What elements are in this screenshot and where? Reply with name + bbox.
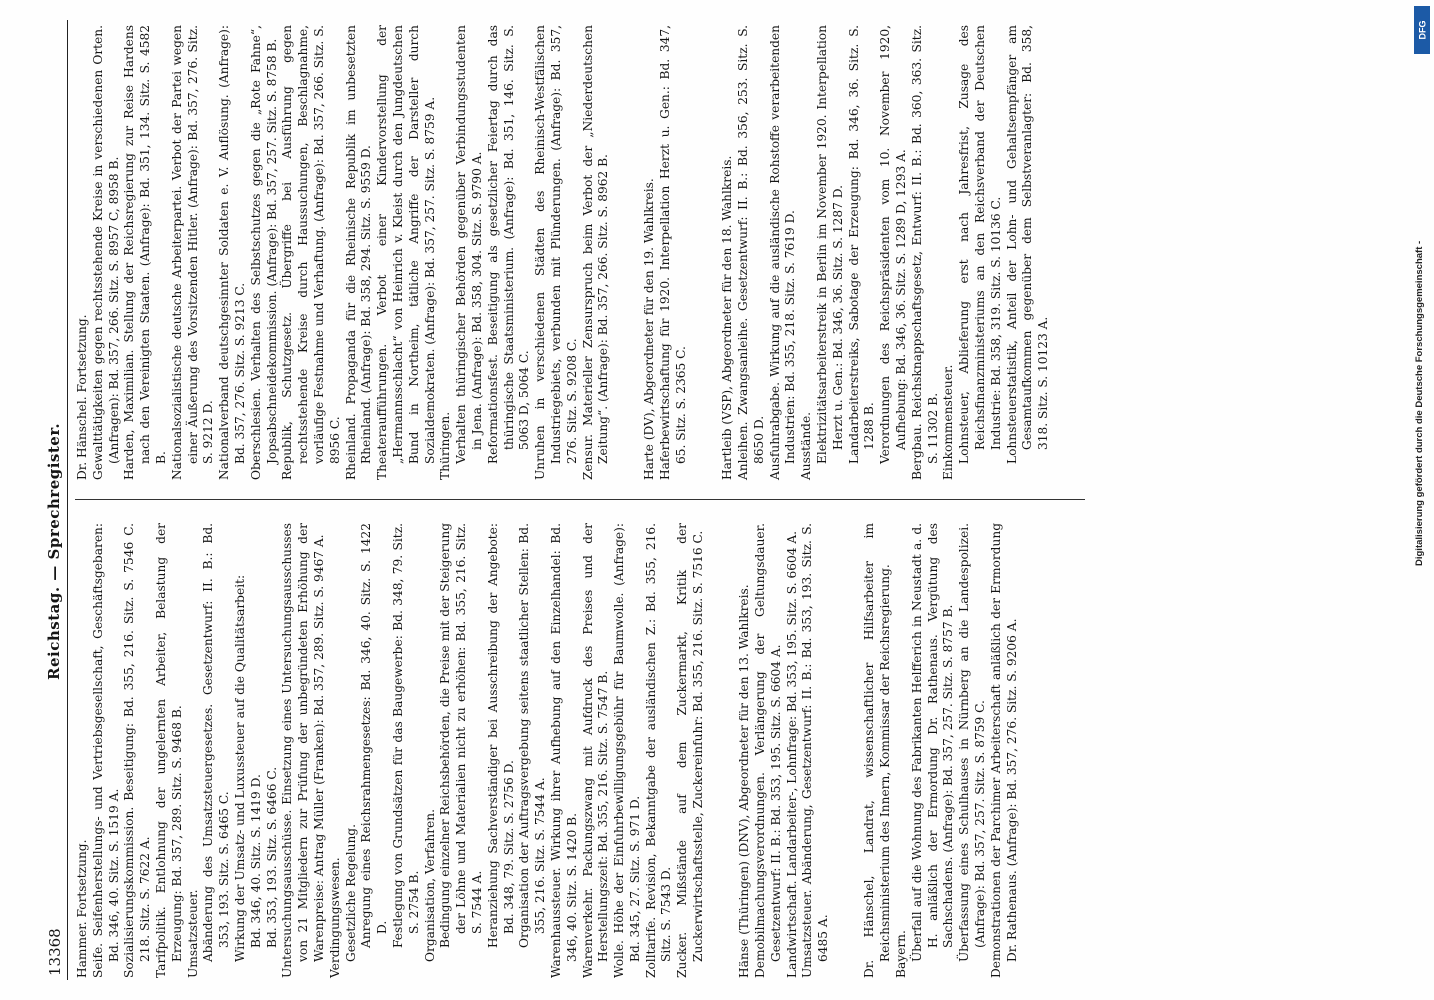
register-entry: Dr. Hänschel. Fortsetzung. [75,314,89,480]
register-entry: Hartleib (VSP), Abgeordneter für den 18. Wahlkreis. [720,155,735,480]
register-entry: Wirkung der Umsatz- und Luxussteuer auf die Qualitätsarbeit: [232,574,247,962]
digitization-stamp [1414,6,1432,566]
register-entry: Bayern. [894,930,908,978]
register-entry: Zensur. Materieller Zensurspruch beim Verbot der „Niederdeutschen Zeitung“. (Anfrage): Bd. 357, 266. Sitz. S. 8962 B. [580,25,611,480]
entry-spacer [624,25,630,480]
register-entry: Sozialisierungskommission. Beseitigung: Bd. 355, 216. Sitz. S. 7546 C. 218. Sitz. S. 7622 A. [122,523,153,978]
register-entry: Bd. 353, 193. Sitz. S. 6466 C. [264,766,279,948]
register-entry: Oberschlesien. Verhalten des Selbstschutzes gegen die „Rote Fahne“, Jopsabschneidekommission. (Anfrage): Bd. 357, 257. Sitz. S. 8758 B. [248,25,279,480]
stamp-text: Digitalisierung gefördert durch die Deutsche Forschungsgemeinschaft - [1414,240,1425,566]
register-entry: Reformationsfest. Beseitigung als gesetzlicher Feiertag durch das thüringische Staatsministerium. (Anfrage): Bd. 351, 146. Sitz. S. 5063 D, 5064 C. [485,25,532,464]
register-entry: Festlegung von Grundsätzen für das Baugewerbe: Bd. 348, 79. Sitz. S. 2754 B. [390,523,421,948]
register-entry: Umsatzsteuer. Abänderung, Gesetzentwurf: II. B.: Bd. 353, 193. Sitz. S. 6485 A. [800,523,831,978]
left-column [75,523,1020,978]
register-entry: Nationalsozialistische deutsche Arbeiterpartei. Verbot der Partei wegen einer Äußerung des Vorsitzenden Hitler. (Anfrage): Bd. 357, 276. Sitz. S. 9212 D. [169,25,216,480]
register-entry: Harte (DV), Abgeordneter für den 19. Wahlkreis. [642,178,657,480]
register-entry: Landarbeiterstreiks, Sabotage der Erzeugung: Bd. 346, 36. Sitz. S. 1288 B. [846,25,877,464]
column-divider [75,499,1085,500]
register-entry: Rheinland. Propaganda für die Rheinische Republik im unbesetzten Rheinland. (Anfrage): Bd. 358, 294. Sitz. S. 9559 D. [343,25,374,480]
running-title: Reichstag. — Sprechregister. [45,422,63,680]
register-entry: Gewalttätigkeiten gegen rechtsstehende Kreise in verschiedenen Orten. (Anfragen): Bd. 357, 266. Sitz. S. 8957 C, 8958 B. [90,25,121,480]
register-entry: Nationalverband deutschgesinnter Soldaten e. V. Auflösung. (Anfrage): Bd. 357, 276. Sitz. S. 9213 C. [217,25,247,480]
register-entry: Einkommensteuer. [941,364,956,480]
register-entry: Hammer. Fortsetzung. [75,839,89,978]
register-entry: Hänse (Thüringen) (DNV), Abgeordneter für den 13. Wahlkreis. [737,584,752,978]
right-column [75,25,1052,480]
entry-spacer [844,523,850,978]
register-entry: Warenhaussteuer. Wirkung ihrer Aufhebung auf den Einzelhandel: Bd. 346, 40. Sitz. S. 1420 B. [548,523,579,978]
register-entry: Landwirtschaft. Landarbeiter-, Lohnfrage: Bd. 353, 195. Sitz. S. 6604 A. [784,530,799,978]
rotated-page-content [45,20,1395,980]
register-entry: Unruhen in verschiedenen Städten des Rheinisch-Westfälischen Industriegebiets, verbunden mit Plünderungen. (Anfrage): Bd. 357, 276. Sitz. S. 9208 C. [533,25,579,480]
register-entry: Demonstrationen der Parchimer Arbeiterschaft anläßlich der Ermordung Dr. Rathenaus. (Anfrage): Bd. 357, 276. Sitz. S. 9206 A. [988,523,1019,978]
register-entry: Heranziehung Sachverständiger bei Ausschreibung der Angebote: Bd. 348, 79. Sitz. S. 2756 D. [485,523,516,948]
register-entry: Theateraufführungen. Verbot einer Kindervorstellung der „Hermannsschlacht“ von Heinrich v. Kleist durch den Jungdeutschen Bund in Northeim, tätliche Angriffe der Darsteller durch Sozialdemokraten. (Anfrage): Bd. 357, 257. Sitz. S. 8759 A. [375,25,437,480]
register-entry: Organisation, Verfahren. [422,809,437,962]
register-entry: Organisation der Auftragsvergebung seitens staatlicher Stellen: Bd. 355, 216. Sitz. S. 7544 A. [517,523,548,948]
register-entry: Wolle. Höhe der Einfuhrbewilligungsgebühr für Baumwolle. (Anfrage): Bd. 345, 27. Sitz. S. 971 D. [612,523,642,978]
register-entry: Untersuchungsausschüsse. Einsetzung eines Untersuchungsausschusses von 21 Mitgliedern zur Prüfung der unbegründeten Erhöhung der Warenpreise: Antrag Müller (Franken): Bd. 357, 289. Sitz. S. 9467 A. [280,523,326,978]
register-entry: Verhalten thüringischer Behörden gegenüber Verbindungsstudenten in Jena. (Anfrage): Bd. 358, 304. Sitz. S. 9790 A. [454,25,484,464]
register-entry: Ausstände. [799,411,814,480]
entry-spacer [702,25,708,480]
register-entry: Haferbewirtschaftung für 1920. Interpellation Herzt u. Gen.: Bd. 347, 65. Sitz. S. 2365 C. [658,25,689,480]
register-entry: Demobilmachungsverordnungen. Verlängerung der Geltungsdauer. Gesetzentwurf: II. B.: Bd. 353, 195. Sitz. S. 6604 A. [753,523,783,978]
register-entry: Verdingungswesen. [327,857,342,978]
register-entry: Anregung eines Reichsrahmengesetzes: Bd. 346, 40. Sitz. S. 1422 D. [359,523,390,948]
dfg-logo-icon: DFG [1414,6,1430,54]
register-entry: Zolltarife. Revision, Bekanntgabe der ausländischen Z.: Bd. 355, 216. Sitz. S. 7543 D. [643,523,674,978]
register-entry: Warenverkehr. Packungszwang mit Aufdruck des Preises und der Herstellungszeit: Bd. 355, 216. Sitz. S. 7547 B. [580,523,611,978]
register-entry: Thüringen. [438,411,453,480]
register-entry: Anleihen. Zwangsanleihe. Gesetzentwurf: II. B.: Bd. 356, 253. Sitz. S. 8650 D. [736,25,766,480]
register-entry: Harden, Maximilian. Stellung der Reichsregierung zur Reise Hardens nach den Vereinigten Staaten. (Anfrage): Bd. 351, 134. Sitz. S. 4582 B. [122,25,168,480]
register-entry: Bd. 346, 40. Sitz. S. 1419 D. [248,774,263,948]
register-entry: Abänderung des Umsatzsteuergesetzes. Gesetzentwurf: II. B.: Bd. 353, 193. Sitz. S. 6465 C. [201,523,232,962]
page-header [45,20,68,980]
register-entry: Zucker. Mißstände auf dem Zuckermarkt, Kritik der Zuckerwirtschaftsstelle, Zuckereinfuhr: Bd. 355, 216. Sitz. S. 7516 C. [675,523,706,978]
register-entry: Elektrizitätsarbeiterstreik in Berlin im November 1920. Interpellation Herzt u. Gen.: Bd. 346, 36. Sitz. S. 1287 D. [815,25,845,464]
register-entry: Tarifpolitik. Entlohnung der ungelernten Arbeiter, Belastung der Erzeugung: Bd. 357, 289. Sitz. S. 9468 B. [153,523,184,978]
register-entry: Überfassung eines Schulhauses in Nürnberg an die Landespolizei. (Anfrage): Bd. 357, 257. Sitz. S. 8759 C. [957,523,987,962]
register-entry: Seife. Seifenherstellungs- und Vertriebsgesellschaft, Geschäftsgebaren: Bd. 346, 40. Sitz. S. 1519 A. [90,523,121,978]
register-entry: Bergbau. Reichsknappschaftsgesetz, Entwurf: II. B.: Bd. 360, 363. Sitz. S. 11302 B. [909,25,940,480]
page-number: 13368 [46,928,64,976]
register-entry: Überfall auf die Wohnung des Fabrikanten Helfferich in Neustadt a. d. H. anläßlich der Ermordung Dr. Rathenaus. Vergütung des Sachschadens. (Anfrage): Bd. 357, 257. Sitz. S. 8757 B. [909,523,956,962]
entry-spacer [719,523,725,978]
register-entry: Umsatzsteuer. [185,889,200,978]
register-entry: Bedingung einzelner Reichsbehörden, die Preise mit der Steigerung der Löhne und Materialien nicht zu erhöhen: Bd. 355, 216. Sitz. S. 7544 A. [438,523,484,948]
register-entry: Republik, Schutzgesetz. Übergriffe bei Ausführung gegen rechtsstehende Kreise durch Haussuchungen, Beschlagnahme, vorläufige Festnahme und Verhaftung. (Anfrage): Bd. 357, 266. Sitz. S. 8956 C. [280,25,342,480]
register-entry: Verordnungen des Reichspräsidenten vom 10. November 1920, Aufhebung: Bd. 346, 36. Sitz. S. 1289 D, 1293 A. [878,25,908,464]
register-entry: Lohnsteuerstatistik, Anteil der Lohn- und Gehaltsempfänger am Gesamtaufkommen gegenüber dem Selbstveranlagter: Bd. 358, 318. Sitz. S. 10123 A. [1004,25,1051,464]
register-entry: Ausfuhrabgabe. Wirkung auf die ausländische Rohstoffe verarbeitenden Industrien: Bd. 355, 218. Sitz. S. 7619 D. [767,25,798,480]
register-entry: Dr. Hänschel, Landrat, wissenschaftlicher Hilfsarbeiter im Reichsministerium des Innern, Kommissar der Reichsregierung. [862,523,893,978]
register-entry: Lohnsteuer, Ablieferung erst nach Jahresfrist, Zusage des Reichsfinanzministeriums an den Reichsverband der Deutschen Industrie: Bd. 358, 319. Sitz. S. 10136 C. [957,25,1003,464]
register-entry: Gesetzliche Regelung. [343,824,358,962]
